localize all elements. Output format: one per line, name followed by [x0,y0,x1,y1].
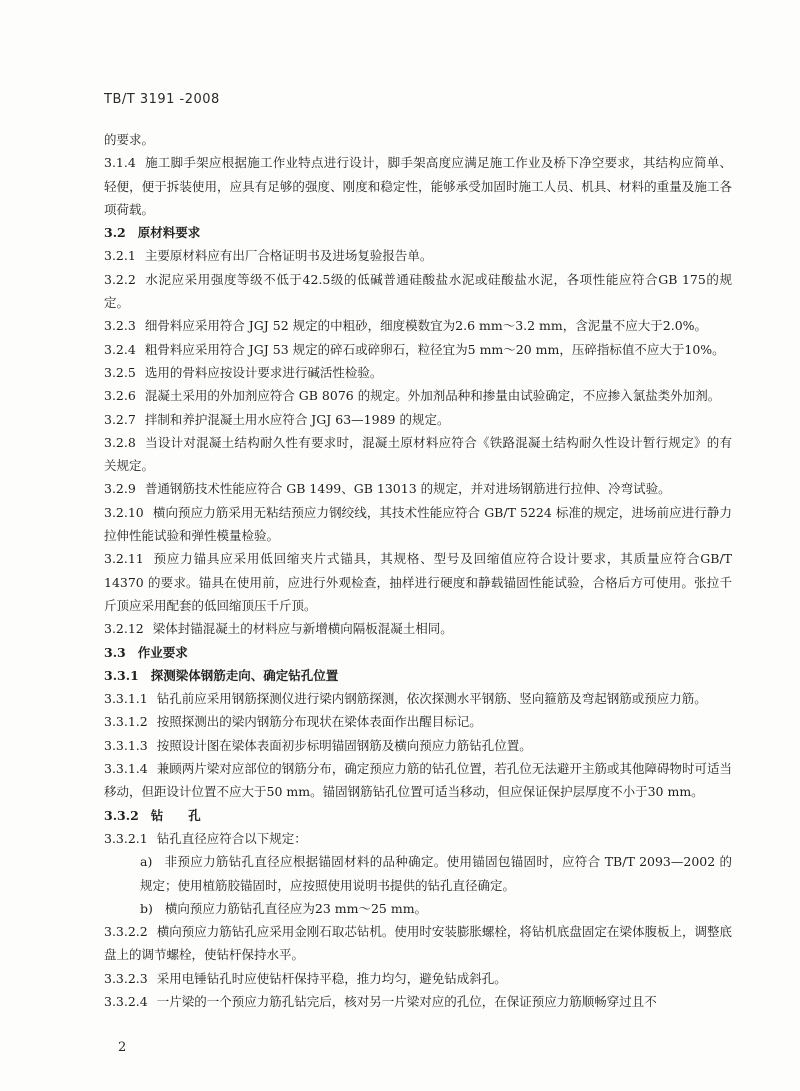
clause-paragraph [104,384,732,407]
page-number: 2 [118,1040,127,1055]
clause-text: 混凝土采用的外加剂应符合 GB 8076 的规定。外加剂品种和掺量由试验确定，不应掺入氯盐类外加剂。 [144,388,721,404]
clause-text: 非预应力筋钻孔直径应根据锚固材料的品种确定。使用锚固包锚固时，应符合 TB/T 2093—2002 的规定；使用植筋胶锚固时，应按照使用说明书提供的钻孔直径确定。 [140,854,732,893]
clause-text: 粗骨料应采用符合 JGJ 53 规定的碎石或碎卵石，粒径宜为5 mm～20 mm，压碎指标值不应大于10%。 [144,341,725,357]
clause-text: 兼顾两片梁对应部位的钢筋分布，确定预应力筋的钻孔位置，若孔位无法避开主筋或其他障碍物时可适当移动，但距设计位置不应大于50 mm。锚固钢筋钻孔位置可适当移动，但应保证保护层厚度不小于30 mm。 [104,761,732,800]
clause-paragraph [104,734,732,757]
clause-number: b) [140,900,153,916]
clause-number: 3.1.4 [104,155,136,171]
clause-number: 3.3.2 [104,807,139,823]
clause-number: 3.2.10 [104,504,144,520]
clause-paragraph [104,128,732,151]
clause-text: 主要原材料应有出厂合格证明书及进场复验报告单。 [144,248,433,264]
clause-text: 按照设计图在梁体表面初步标明锚固钢筋及横向预应力筋钻孔位置。 [156,737,532,753]
clause-number: 3.2.9 [104,481,136,497]
clause-text: 作业要求 [137,644,188,660]
clause-text: 探测梁体钢筋走向、确定钻孔位置 [150,667,339,683]
clause-number: 3.2.4 [104,341,136,357]
clause-number: 3.2.7 [104,411,136,427]
clause-paragraph [104,431,732,478]
clause-text: 预应力锚具应采用低回缩夹片式锚具，其规格、型号及回缩值应符合设计要求，其质量应符合GB/T 14370 的要求。锚具在使用前，应进行外观检查，抽样进行硬度和静载锚固性能试验，合格后方可使用。张拉千斤顶应采用配套的低回缩顶压千斤顶。 [104,551,732,613]
clause-paragraph [104,151,732,221]
clause-text: 的要求。 [104,132,155,147]
clause-paragraph [104,617,732,640]
clause-paragraph [104,920,732,967]
document-body [104,128,732,1013]
clause-number: 3.3.2.4 [104,993,148,1009]
clause-paragraph [104,547,732,617]
section-heading [104,221,732,244]
clause-paragraph [104,710,732,733]
clause-number: 3.2.12 [104,621,144,637]
clause-number: 3.3 [104,644,126,660]
clause-number: 3.2.8 [104,434,136,450]
clause-number: 3.2.5 [104,364,136,380]
clause-paragraph [104,990,732,1013]
clause-text: 当设计对混凝土结构耐久性有要求时，混凝土原材料应符合《铁路混凝土结构耐久性设计暂行规定》的有关规定。 [104,434,732,474]
clause-number: 3.3.2.3 [104,970,148,986]
clause-number: 3.3.1.2 [104,714,148,730]
clause-text: 拌制和养护混凝土用水应符合 JGJ 63—1989 的规定。 [144,411,450,427]
clause-number: 3.3.1 [104,667,139,683]
clause-number: 3.2.11 [104,551,144,567]
section-heading [104,804,732,827]
clause-number: 3.2.2 [104,271,136,287]
section-heading [104,641,732,664]
clause-number: 3.3.2.1 [104,830,148,846]
clause-number: 3.3.1.4 [104,761,148,777]
clause-number: 3.3.2.2 [104,924,148,940]
clause-text: 横向预应力筋采用无粘结预应力钢绞线，其技术性能应符合 GB/T 5224 标准的规定，进场前应进行静力拉伸性能试验和弹性模量检验。 [104,504,732,544]
clause-number: 3.2.6 [104,388,136,404]
clause-text: 采用电锤钻孔时应使钻杆保持平稳，推力均匀，避免钻成斜孔。 [156,970,507,986]
clause-paragraph [104,314,732,337]
clause-text: 钻 孔 [150,807,201,823]
clause-text: 钻孔前应采用钢筋探测仪进行梁内钢筋探测，依次探测水平钢筋、竖向箍筋及弯起钢筋或预应力筋。 [156,691,707,707]
clause-text: 横向预应力筋钻孔应采用金刚石取芯钻机。使用时安装膨胀螺栓，将钻机底盘固定在梁体腹板上，调整底盘上的调节螺栓，使钻杆保持水平。 [104,924,732,963]
clause-paragraph [104,967,732,990]
clause-paragraph [104,244,732,267]
clause-text: 横向预应力筋钻孔直径应为23 mm～25 mm。 [164,900,428,916]
clause-paragraph [104,338,732,361]
clause-text: 按照探测出的梁内钢筋分布现状在梁体表面作出醒目标记。 [156,714,482,730]
clause-paragraph [104,477,732,500]
clause-paragraph [104,361,732,384]
clause-number: 3.3.1.1 [104,691,148,707]
clause-number: 3.2 [104,225,126,241]
clause-paragraph [104,408,732,431]
section-heading [104,664,732,687]
clause-paragraph [104,501,732,548]
clause-paragraph [104,757,732,804]
clause-text: 普通钢筋技术性能应符合 GB 1499、GB 13013 的规定，并对进场钢筋进行拉伸、冷弯试验。 [144,481,671,497]
clause-text: 钻孔直径应符合以下规定： [156,830,307,846]
clause-text: 水泥应采用强度等级不低于42.5级的低碱普通硅酸盐水泥或硅酸盐水泥，各项性能应符合GB 175的规定。 [104,271,732,311]
clause-number: 3.2.1 [104,248,136,264]
standard-code-header: TB/T 3191 -2008 [104,92,220,107]
clause-number: a) [140,854,153,870]
clause-number: 3.3.1.3 [104,737,148,753]
clause-text: 细骨料应采用符合 JGJ 52 规定的中粗砂，细度模数宜为2.6 mm～3.2 mm，含泥量不应大于2.0%。 [144,318,708,334]
clause-paragraph [104,268,732,315]
clause-text: 施工脚手架应根据施工作业特点进行设计，脚手架高度应满足施工作业及桥下净空要求，其结构应简单、轻便，便于拆装使用，应具有足够的强度、刚度和稳定性，能够承受加固时施工人员、机具、材料的重量及施工各项荷载。 [104,155,732,217]
clause-paragraph [104,827,732,850]
clause-number: 3.2.3 [104,318,136,334]
clause-text: 选用的骨料应按设计要求进行碱活性检验。 [144,364,383,380]
clause-text: 一片梁的一个预应力筋孔钻完后，核对另一片梁对应的孔位，在保证预应力筋顺畅穿过且不 [156,993,657,1009]
clause-text: 梁体封锚混凝土的材料应与新增横向隔板混凝土相同。 [152,621,453,637]
clause-paragraph [104,897,732,920]
clause-paragraph [104,687,732,710]
clause-text: 原材料要求 [137,225,201,241]
clause-paragraph [104,850,732,897]
